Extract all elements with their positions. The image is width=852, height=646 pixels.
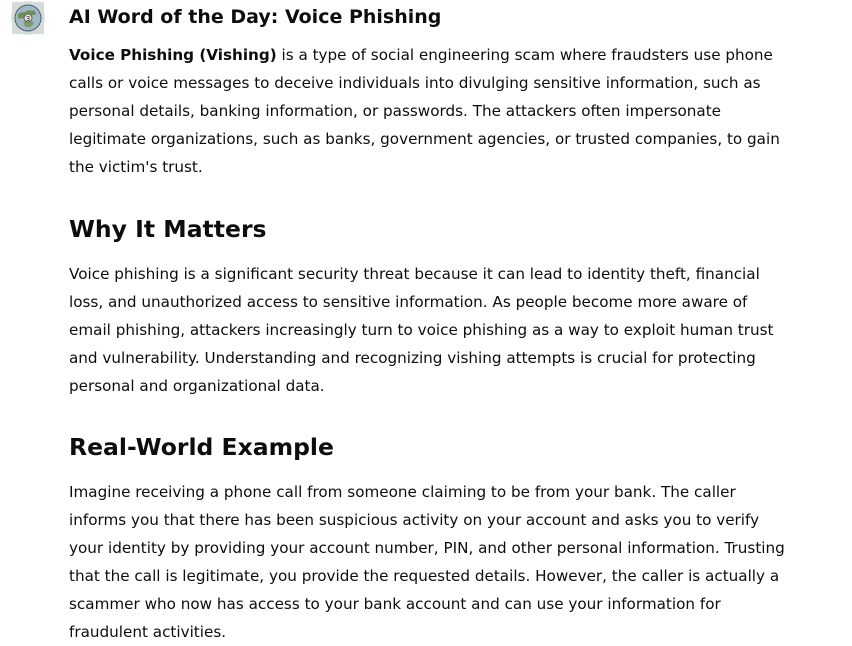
intro-term: Voice Phishing (Vishing) xyxy=(69,46,277,64)
message-title: AI Word of the Day: Voice Phishing xyxy=(69,6,442,28)
intro-text: is a type of social engineering scam where fraudsters use phone calls or voice messages to deceive individuals into divulging sensitive information, such as personal details, banking information, or passwords. The attackers often impersonate legitimate organizations, such as banks, government agencies, or trusted companies, to gain the victim's trust. xyxy=(69,46,780,176)
section-heading-why-it-matters: Why It Matters xyxy=(69,215,267,243)
section-paragraph-why-it-matters: Voice phishing is a significant security threat because it can lead to identity theft, financial loss, and unauthorized access to sensitive information. As people become more aware of email phishing, attackers increasingly turn to voice phishing as a way to exploit human trust and vulnerability. Understanding and recognizing vishing attempts is crucial for protecting personal and organizational data. xyxy=(69,265,774,395)
section-heading-real-world-example: Real-World Example xyxy=(69,433,334,461)
intro-paragraph xyxy=(69,41,791,181)
assistant-avatar xyxy=(12,2,44,34)
globe-avatar-icon xyxy=(12,2,44,34)
message-body xyxy=(69,41,791,646)
section-paragraph-real-world-example: Imagine receiving a phone call from someone claiming to be from your bank. The caller informs you that there has been suspicious activity on your account and asks you to verify your identity by providing your account number, PIN, and other personal information. Trusting that the call is legitimate, you provide the requested details. However, the caller is actually a scammer who now has access to your bank account and can use your information for fraudulent activities. xyxy=(69,483,785,641)
svg-text:3: 3 xyxy=(25,15,31,23)
